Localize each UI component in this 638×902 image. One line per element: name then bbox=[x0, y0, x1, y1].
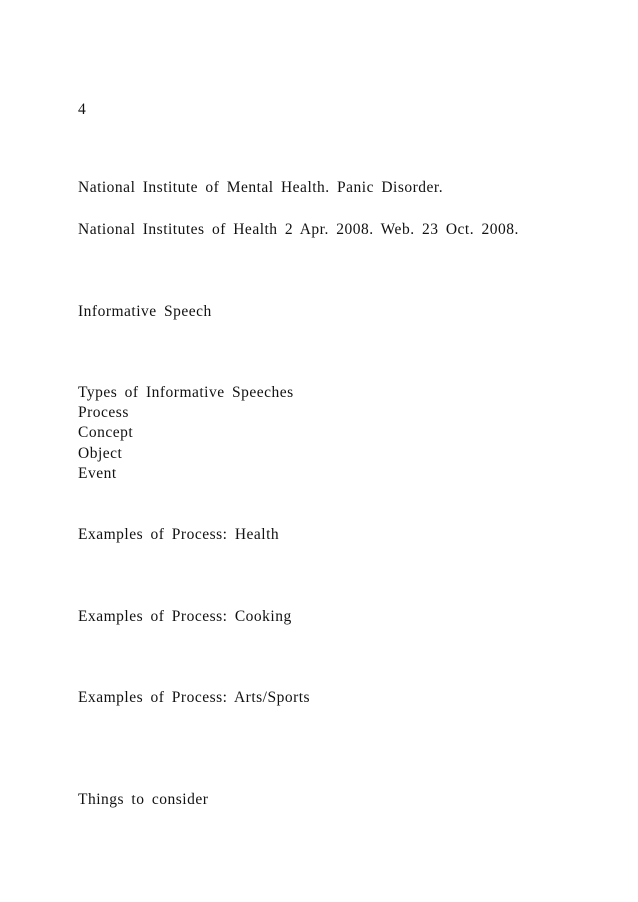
section-heading: Informative Speech bbox=[78, 303, 212, 320]
example-process-cooking: Examples of Process: Cooking bbox=[78, 608, 292, 625]
citation-line-2: National Institutes of Health 2 Apr. 2008. Web. 23 Oct. 2008. bbox=[78, 221, 519, 238]
type-item-process: Process bbox=[78, 404, 129, 421]
type-item-concept: Concept bbox=[78, 424, 134, 441]
things-to-consider: Things to consider bbox=[78, 791, 209, 808]
type-item-event: Event bbox=[78, 465, 117, 482]
type-item-object: Object bbox=[78, 445, 123, 462]
page-number: 4 bbox=[78, 101, 87, 118]
citation-line-1: National Institute of Mental Health. Panic Disorder. bbox=[78, 179, 444, 196]
example-process-health: Examples of Process: Health bbox=[78, 526, 280, 543]
example-process-arts-sports: Examples of Process: Arts/Sports bbox=[78, 689, 311, 706]
types-title: Types of Informative Speeches bbox=[78, 384, 294, 401]
